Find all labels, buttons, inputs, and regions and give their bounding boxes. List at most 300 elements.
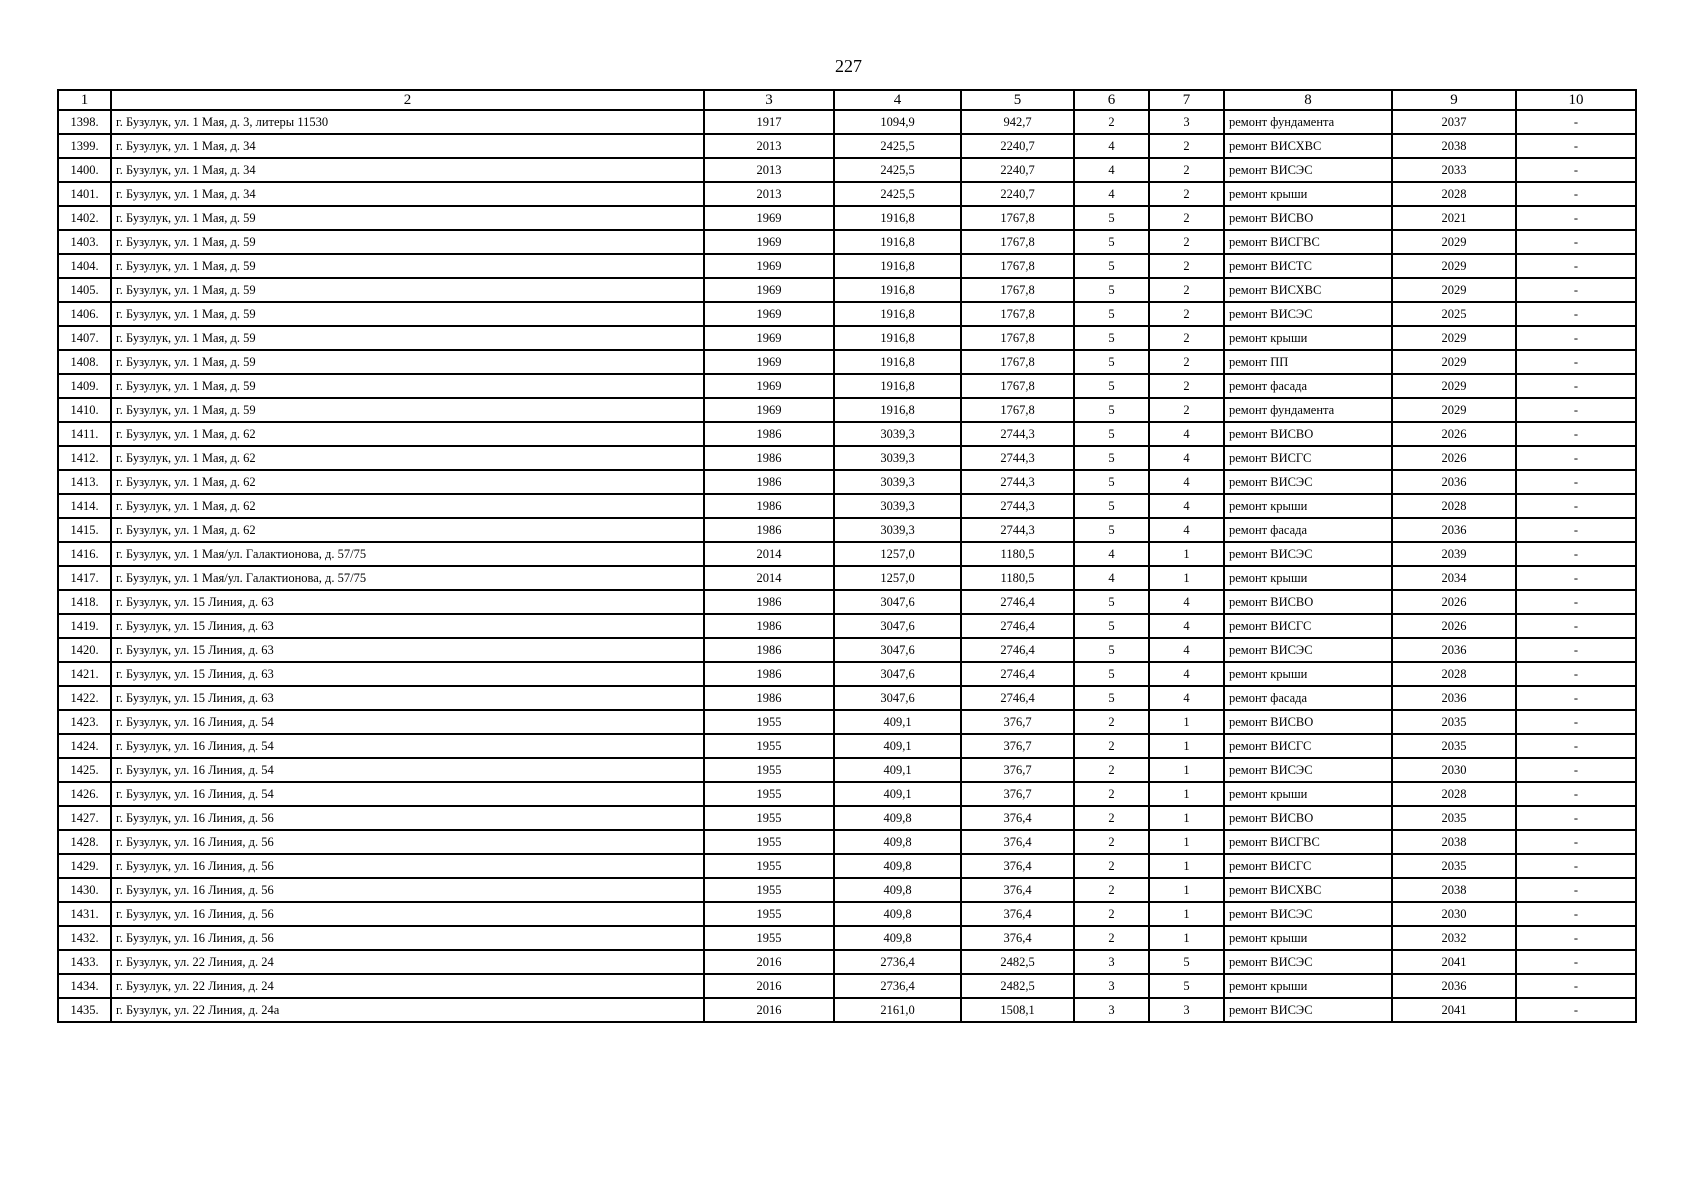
note-cell: - — [1516, 710, 1636, 734]
living-area-cell: 1767,8 — [961, 254, 1074, 278]
note-cell: - — [1516, 614, 1636, 638]
living-area-cell: 376,7 — [961, 782, 1074, 806]
row-number-cell: 1417. — [58, 566, 111, 590]
note-cell: - — [1516, 542, 1636, 566]
column-header: 10 — [1516, 90, 1636, 110]
year-built-cell: 1955 — [704, 734, 834, 758]
total-area-cell: 3039,3 — [834, 494, 961, 518]
total-area-cell: 1916,8 — [834, 278, 961, 302]
living-area-cell: 2482,5 — [961, 974, 1074, 998]
entrances-cell: 4 — [1149, 470, 1224, 494]
work-type-cell: ремонт ВИСВО — [1224, 806, 1392, 830]
total-area-cell: 2736,4 — [834, 950, 961, 974]
planned-year-cell: 2036 — [1392, 974, 1516, 998]
planned-year-cell: 2036 — [1392, 686, 1516, 710]
living-area-cell: 2482,5 — [961, 950, 1074, 974]
planned-year-cell: 2028 — [1392, 182, 1516, 206]
table-row — [58, 902, 1636, 926]
note-cell: - — [1516, 686, 1636, 710]
address-cell: г. Бузулук, ул. 16 Линия, д. 54 — [111, 782, 704, 806]
floors-cell: 3 — [1074, 950, 1149, 974]
note-cell: - — [1516, 446, 1636, 470]
address-cell: г. Бузулук, ул. 1 Мая, д. 59 — [111, 374, 704, 398]
note-cell: - — [1516, 302, 1636, 326]
address-cell: г. Бузулук, ул. 1 Мая, д. 62 — [111, 422, 704, 446]
living-area-cell: 2744,3 — [961, 470, 1074, 494]
floors-cell: 4 — [1074, 158, 1149, 182]
work-type-cell: ремонт крыши — [1224, 782, 1392, 806]
row-number-cell: 1412. — [58, 446, 111, 470]
table-row — [58, 854, 1636, 878]
floors-cell: 5 — [1074, 278, 1149, 302]
entrances-cell: 1 — [1149, 782, 1224, 806]
living-area-cell: 376,7 — [961, 758, 1074, 782]
floors-cell: 5 — [1074, 206, 1149, 230]
total-area-cell: 3039,3 — [834, 446, 961, 470]
total-area-cell: 3047,6 — [834, 590, 961, 614]
year-built-cell: 1955 — [704, 758, 834, 782]
year-built-cell: 1986 — [704, 446, 834, 470]
row-number-cell: 1422. — [58, 686, 111, 710]
entrances-cell: 4 — [1149, 518, 1224, 542]
entrances-cell: 2 — [1149, 230, 1224, 254]
entrances-cell: 2 — [1149, 278, 1224, 302]
entrances-cell: 2 — [1149, 302, 1224, 326]
living-area-cell: 2744,3 — [961, 422, 1074, 446]
table-row — [58, 446, 1636, 470]
total-area-cell: 1916,8 — [834, 326, 961, 350]
note-cell: - — [1516, 182, 1636, 206]
address-cell: г. Бузулук, ул. 22 Линия, д. 24 — [111, 950, 704, 974]
row-number-cell: 1423. — [58, 710, 111, 734]
note-cell: - — [1516, 422, 1636, 446]
planned-year-cell: 2029 — [1392, 230, 1516, 254]
work-type-cell: ремонт ВИСВО — [1224, 422, 1392, 446]
living-area-cell: 1767,8 — [961, 278, 1074, 302]
row-number-cell: 1430. — [58, 878, 111, 902]
note-cell: - — [1516, 566, 1636, 590]
floors-cell: 5 — [1074, 470, 1149, 494]
row-number-cell: 1432. — [58, 926, 111, 950]
column-header: 9 — [1392, 90, 1516, 110]
floors-cell: 5 — [1074, 662, 1149, 686]
table-row — [58, 470, 1636, 494]
total-area-cell: 3047,6 — [834, 686, 961, 710]
floors-cell: 5 — [1074, 614, 1149, 638]
year-built-cell: 1955 — [704, 710, 834, 734]
planned-year-cell: 2038 — [1392, 878, 1516, 902]
note-cell: - — [1516, 278, 1636, 302]
living-area-cell: 2240,7 — [961, 158, 1074, 182]
planned-year-cell: 2037 — [1392, 110, 1516, 134]
planned-year-cell: 2041 — [1392, 998, 1516, 1022]
table-row — [58, 614, 1636, 638]
note-cell: - — [1516, 782, 1636, 806]
living-area-cell: 376,7 — [961, 710, 1074, 734]
year-built-cell: 1986 — [704, 614, 834, 638]
work-type-cell: ремонт ВИСЭС — [1224, 638, 1392, 662]
row-number-cell: 1414. — [58, 494, 111, 518]
address-cell: г. Бузулук, ул. 1 Мая, д. 59 — [111, 278, 704, 302]
planned-year-cell: 2038 — [1392, 830, 1516, 854]
planned-year-cell: 2032 — [1392, 926, 1516, 950]
note-cell: - — [1516, 230, 1636, 254]
living-area-cell: 2746,4 — [961, 614, 1074, 638]
living-area-cell: 1767,8 — [961, 374, 1074, 398]
living-area-cell: 1767,8 — [961, 206, 1074, 230]
year-built-cell: 1955 — [704, 878, 834, 902]
work-type-cell: ремонт ВИСГВС — [1224, 230, 1392, 254]
planned-year-cell: 2030 — [1392, 758, 1516, 782]
year-built-cell: 1986 — [704, 662, 834, 686]
row-number-cell: 1410. — [58, 398, 111, 422]
note-cell: - — [1516, 110, 1636, 134]
living-area-cell: 1767,8 — [961, 326, 1074, 350]
planned-year-cell: 2041 — [1392, 950, 1516, 974]
address-cell: г. Бузулук, ул. 16 Линия, д. 54 — [111, 710, 704, 734]
planned-year-cell: 2029 — [1392, 374, 1516, 398]
total-area-cell: 409,8 — [834, 854, 961, 878]
work-type-cell: ремонт фасада — [1224, 686, 1392, 710]
work-type-cell: ремонт ВИСГС — [1224, 446, 1392, 470]
row-number-cell: 1405. — [58, 278, 111, 302]
work-type-cell: ремонт ВИСЭС — [1224, 470, 1392, 494]
address-cell: г. Бузулук, ул. 1 Мая/ул. Галактионова, д. 57/75 — [111, 566, 704, 590]
table-row — [58, 662, 1636, 686]
work-type-cell: ремонт крыши — [1224, 566, 1392, 590]
entrances-cell: 3 — [1149, 110, 1224, 134]
table-row — [58, 158, 1636, 182]
year-built-cell: 2014 — [704, 542, 834, 566]
row-number-cell: 1411. — [58, 422, 111, 446]
year-built-cell: 1955 — [704, 830, 834, 854]
year-built-cell: 1969 — [704, 398, 834, 422]
row-number-cell: 1408. — [58, 350, 111, 374]
planned-year-cell: 2029 — [1392, 278, 1516, 302]
entrances-cell: 1 — [1149, 878, 1224, 902]
note-cell: - — [1516, 734, 1636, 758]
address-cell: г. Бузулук, ул. 16 Линия, д. 56 — [111, 806, 704, 830]
row-number-cell: 1415. — [58, 518, 111, 542]
total-area-cell: 1257,0 — [834, 542, 961, 566]
total-area-cell: 409,8 — [834, 830, 961, 854]
floors-cell: 5 — [1074, 302, 1149, 326]
entrances-cell: 2 — [1149, 182, 1224, 206]
work-type-cell: ремонт ВИСТС — [1224, 254, 1392, 278]
table-row — [58, 878, 1636, 902]
note-cell: - — [1516, 254, 1636, 278]
row-number-cell: 1409. — [58, 374, 111, 398]
address-cell: г. Бузулук, ул. 1 Мая, д. 59 — [111, 302, 704, 326]
year-built-cell: 1986 — [704, 590, 834, 614]
table-row — [58, 758, 1636, 782]
table-row — [58, 398, 1636, 422]
note-cell: - — [1516, 902, 1636, 926]
total-area-cell: 1257,0 — [834, 566, 961, 590]
floors-cell: 5 — [1074, 494, 1149, 518]
floors-cell: 5 — [1074, 590, 1149, 614]
work-type-cell: ремонт ВИСЭС — [1224, 542, 1392, 566]
living-area-cell: 1767,8 — [961, 230, 1074, 254]
address-cell: г. Бузулук, ул. 22 Линия, д. 24а — [111, 998, 704, 1022]
living-area-cell: 2746,4 — [961, 662, 1074, 686]
total-area-cell: 2161,0 — [834, 998, 961, 1022]
table-row — [58, 134, 1636, 158]
row-number-cell: 1434. — [58, 974, 111, 998]
year-built-cell: 1955 — [704, 854, 834, 878]
total-area-cell: 2736,4 — [834, 974, 961, 998]
table-row — [58, 374, 1636, 398]
row-number-cell: 1418. — [58, 590, 111, 614]
work-type-cell: ремонт ВИСЭС — [1224, 158, 1392, 182]
entrances-cell: 5 — [1149, 950, 1224, 974]
year-built-cell: 1969 — [704, 254, 834, 278]
table-row — [58, 518, 1636, 542]
table-row — [58, 710, 1636, 734]
column-number-header-row — [58, 90, 1636, 110]
entrances-cell: 1 — [1149, 734, 1224, 758]
table-row — [58, 998, 1636, 1022]
table-row — [58, 350, 1636, 374]
total-area-cell: 409,1 — [834, 782, 961, 806]
living-area-cell: 376,4 — [961, 854, 1074, 878]
entrances-cell: 5 — [1149, 974, 1224, 998]
planned-year-cell: 2028 — [1392, 494, 1516, 518]
column-header: 2 — [111, 90, 704, 110]
work-type-cell: ремонт ВИСХВС — [1224, 878, 1392, 902]
column-header: 6 — [1074, 90, 1149, 110]
floors-cell: 2 — [1074, 878, 1149, 902]
work-type-cell: ремонт ВИСХВС — [1224, 278, 1392, 302]
address-cell: г. Бузулук, ул. 1 Мая, д. 3, литеры 11530 — [111, 110, 704, 134]
work-type-cell: ремонт крыши — [1224, 326, 1392, 350]
work-type-cell: ремонт ВИСГС — [1224, 854, 1392, 878]
year-built-cell: 1969 — [704, 326, 834, 350]
floors-cell: 5 — [1074, 398, 1149, 422]
note-cell: - — [1516, 326, 1636, 350]
work-type-cell: ремонт ВИСЭС — [1224, 950, 1392, 974]
address-cell: г. Бузулук, ул. 1 Мая, д. 62 — [111, 494, 704, 518]
year-built-cell: 2013 — [704, 158, 834, 182]
row-number-cell: 1399. — [58, 134, 111, 158]
total-area-cell: 409,8 — [834, 926, 961, 950]
column-header: 3 — [704, 90, 834, 110]
note-cell: - — [1516, 806, 1636, 830]
planned-year-cell: 2029 — [1392, 398, 1516, 422]
row-number-cell: 1431. — [58, 902, 111, 926]
work-type-cell: ремонт ВИСВО — [1224, 590, 1392, 614]
floors-cell: 3 — [1074, 974, 1149, 998]
work-type-cell: ремонт крыши — [1224, 182, 1392, 206]
total-area-cell: 409,8 — [834, 878, 961, 902]
year-built-cell: 1986 — [704, 518, 834, 542]
row-number-cell: 1402. — [58, 206, 111, 230]
address-cell: г. Бузулук, ул. 1 Мая, д. 59 — [111, 254, 704, 278]
address-cell: г. Бузулук, ул. 16 Линия, д. 54 — [111, 758, 704, 782]
work-type-cell: ремонт крыши — [1224, 974, 1392, 998]
work-type-cell: ремонт ПП — [1224, 350, 1392, 374]
planned-year-cell: 2036 — [1392, 518, 1516, 542]
note-cell: - — [1516, 134, 1636, 158]
floors-cell: 5 — [1074, 422, 1149, 446]
total-area-cell: 409,8 — [834, 902, 961, 926]
note-cell: - — [1516, 470, 1636, 494]
table-row — [58, 326, 1636, 350]
work-type-cell: ремонт ВИСЭС — [1224, 902, 1392, 926]
floors-cell: 4 — [1074, 566, 1149, 590]
table-row — [58, 230, 1636, 254]
floors-cell: 2 — [1074, 806, 1149, 830]
note-cell: - — [1516, 398, 1636, 422]
total-area-cell: 409,1 — [834, 734, 961, 758]
entrances-cell: 2 — [1149, 398, 1224, 422]
work-type-cell: ремонт крыши — [1224, 494, 1392, 518]
total-area-cell: 1916,8 — [834, 302, 961, 326]
total-area-cell: 1094,9 — [834, 110, 961, 134]
repair-schedule-table — [57, 89, 1637, 1023]
planned-year-cell: 2034 — [1392, 566, 1516, 590]
total-area-cell: 3047,6 — [834, 614, 961, 638]
planned-year-cell: 2029 — [1392, 326, 1516, 350]
entrances-cell: 4 — [1149, 446, 1224, 470]
address-cell: г. Бузулук, ул. 16 Линия, д. 56 — [111, 830, 704, 854]
planned-year-cell: 2036 — [1392, 470, 1516, 494]
row-number-cell: 1419. — [58, 614, 111, 638]
row-number-cell: 1407. — [58, 326, 111, 350]
address-cell: г. Бузулук, ул. 1 Мая, д. 59 — [111, 326, 704, 350]
table-row — [58, 950, 1636, 974]
note-cell: - — [1516, 350, 1636, 374]
work-type-cell: ремонт фасада — [1224, 518, 1392, 542]
table-row — [58, 638, 1636, 662]
note-cell: - — [1516, 638, 1636, 662]
entrances-cell: 4 — [1149, 590, 1224, 614]
address-cell: г. Бузулук, ул. 1 Мая, д. 62 — [111, 470, 704, 494]
living-area-cell: 376,4 — [961, 878, 1074, 902]
work-type-cell: ремонт ВИСХВС — [1224, 134, 1392, 158]
note-cell: - — [1516, 998, 1636, 1022]
row-number-cell: 1421. — [58, 662, 111, 686]
address-cell: г. Бузулук, ул. 1 Мая, д. 34 — [111, 134, 704, 158]
table-row — [58, 254, 1636, 278]
entrances-cell: 2 — [1149, 134, 1224, 158]
planned-year-cell: 2026 — [1392, 422, 1516, 446]
address-cell: г. Бузулук, ул. 15 Линия, д. 63 — [111, 662, 704, 686]
work-type-cell: ремонт ВИСГС — [1224, 734, 1392, 758]
total-area-cell: 2425,5 — [834, 134, 961, 158]
floors-cell: 5 — [1074, 350, 1149, 374]
table-row — [58, 686, 1636, 710]
address-cell: г. Бузулук, ул. 16 Линия, д. 56 — [111, 926, 704, 950]
year-built-cell: 1986 — [704, 422, 834, 446]
row-number-cell: 1406. — [58, 302, 111, 326]
address-cell: г. Бузулук, ул. 1 Мая, д. 59 — [111, 206, 704, 230]
floors-cell: 5 — [1074, 254, 1149, 278]
address-cell: г. Бузулук, ул. 1 Мая, д. 59 — [111, 350, 704, 374]
floors-cell: 2 — [1074, 110, 1149, 134]
total-area-cell: 1916,8 — [834, 350, 961, 374]
row-number-cell: 1433. — [58, 950, 111, 974]
row-number-cell: 1428. — [58, 830, 111, 854]
year-built-cell: 1986 — [704, 494, 834, 518]
living-area-cell: 1180,5 — [961, 566, 1074, 590]
column-header: 5 — [961, 90, 1074, 110]
table-row — [58, 782, 1636, 806]
year-built-cell: 2016 — [704, 998, 834, 1022]
row-number-cell: 1403. — [58, 230, 111, 254]
living-area-cell: 942,7 — [961, 110, 1074, 134]
living-area-cell: 376,7 — [961, 734, 1074, 758]
living-area-cell: 2746,4 — [961, 686, 1074, 710]
entrances-cell: 2 — [1149, 254, 1224, 278]
entrances-cell: 1 — [1149, 806, 1224, 830]
row-number-cell: 1425. — [58, 758, 111, 782]
planned-year-cell: 2029 — [1392, 350, 1516, 374]
address-cell: г. Бузулук, ул. 1 Мая, д. 62 — [111, 446, 704, 470]
year-built-cell: 1986 — [704, 638, 834, 662]
note-cell: - — [1516, 950, 1636, 974]
year-built-cell: 1955 — [704, 782, 834, 806]
entrances-cell: 1 — [1149, 854, 1224, 878]
living-area-cell: 376,4 — [961, 830, 1074, 854]
living-area-cell: 2744,3 — [961, 518, 1074, 542]
entrances-cell: 4 — [1149, 422, 1224, 446]
floors-cell: 4 — [1074, 182, 1149, 206]
work-type-cell: ремонт ВИСЭС — [1224, 758, 1392, 782]
planned-year-cell: 2035 — [1392, 854, 1516, 878]
row-number-cell: 1427. — [58, 806, 111, 830]
floors-cell: 5 — [1074, 638, 1149, 662]
planned-year-cell: 2038 — [1392, 134, 1516, 158]
entrances-cell: 2 — [1149, 350, 1224, 374]
entrances-cell: 4 — [1149, 686, 1224, 710]
planned-year-cell: 2028 — [1392, 782, 1516, 806]
address-cell: г. Бузулук, ул. 16 Линия, д. 56 — [111, 878, 704, 902]
living-area-cell: 1767,8 — [961, 398, 1074, 422]
living-area-cell: 2744,3 — [961, 494, 1074, 518]
floors-cell: 4 — [1074, 542, 1149, 566]
note-cell: - — [1516, 926, 1636, 950]
floors-cell: 2 — [1074, 854, 1149, 878]
address-cell: г. Бузулук, ул. 22 Линия, д. 24 — [111, 974, 704, 998]
planned-year-cell: 2030 — [1392, 902, 1516, 926]
row-number-cell: 1435. — [58, 998, 111, 1022]
floors-cell: 2 — [1074, 782, 1149, 806]
living-area-cell: 1767,8 — [961, 302, 1074, 326]
floors-cell: 3 — [1074, 998, 1149, 1022]
address-cell: г. Бузулук, ул. 1 Мая, д. 59 — [111, 230, 704, 254]
address-cell: г. Бузулук, ул. 16 Линия, д. 56 — [111, 854, 704, 878]
total-area-cell: 2425,5 — [834, 182, 961, 206]
table-row — [58, 182, 1636, 206]
work-type-cell: ремонт крыши — [1224, 662, 1392, 686]
floors-cell: 4 — [1074, 134, 1149, 158]
note-cell: - — [1516, 494, 1636, 518]
entrances-cell: 2 — [1149, 158, 1224, 182]
address-cell: г. Бузулук, ул. 15 Линия, д. 63 — [111, 590, 704, 614]
note-cell: - — [1516, 206, 1636, 230]
planned-year-cell: 2035 — [1392, 734, 1516, 758]
total-area-cell: 1916,8 — [834, 374, 961, 398]
work-type-cell: ремонт ВИСЭС — [1224, 998, 1392, 1022]
note-cell: - — [1516, 590, 1636, 614]
total-area-cell: 1916,8 — [834, 230, 961, 254]
total-area-cell: 409,1 — [834, 710, 961, 734]
entrances-cell: 4 — [1149, 662, 1224, 686]
total-area-cell: 409,8 — [834, 806, 961, 830]
living-area-cell: 2240,7 — [961, 134, 1074, 158]
address-cell: г. Бузулук, ул. 1 Мая, д. 34 — [111, 158, 704, 182]
